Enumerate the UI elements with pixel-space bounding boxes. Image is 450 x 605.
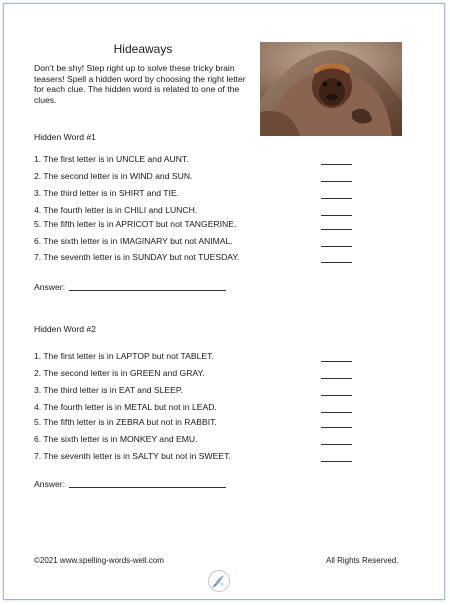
clue-2-5: 5. The fifth letter is in ZEBRA but not in RABBIT. bbox=[34, 417, 217, 427]
rights-text: All Rights Reserved. bbox=[326, 556, 399, 565]
clue-1-1: 1. The first letter is in UNCLE and AUNT. bbox=[34, 154, 189, 164]
clue-1-4: 4. The fourth letter is in CHILI and LUNCH. bbox=[34, 205, 198, 215]
clue-1-6: 6. The sixth letter is in IMAGINARY but not ANIMAL. bbox=[34, 236, 233, 246]
answer-1-line[interactable] bbox=[69, 290, 226, 291]
answer-2-line[interactable] bbox=[69, 487, 226, 488]
clue-1-5: 5. The fifth letter is in APRICOT but not TANGERINE. bbox=[34, 219, 237, 229]
spelling-logo-icon bbox=[207, 569, 231, 593]
clue-2-6: 6. The sixth letter is in MONKEY and EMU. bbox=[34, 434, 198, 444]
clue-1-7: 7. The seventh letter is in SUNDAY but not TUESDAY. bbox=[34, 252, 240, 262]
answer-1-label: Answer: bbox=[34, 282, 66, 292]
intro-text: Don’t be shy! Step right up to solve these tricky brain teasers! Spell a hidden word by choosing the right letter for each clue. The hidden word is related to one of the clues. bbox=[34, 63, 246, 105]
clue-1-1-blank[interactable] bbox=[321, 164, 352, 165]
clue-2-3: 3. The third letter is in EAT and SLEEP. bbox=[34, 385, 183, 395]
clue-2-4-blank[interactable] bbox=[321, 412, 352, 413]
clue-1-7-blank[interactable] bbox=[321, 262, 352, 263]
clue-2-3-blank[interactable] bbox=[321, 395, 352, 396]
clue-1-5-blank[interactable] bbox=[321, 229, 352, 230]
clue-1-3-blank[interactable] bbox=[321, 198, 352, 199]
clue-1-2: 2. The second letter is in WIND and SUN. bbox=[34, 171, 193, 181]
clue-1-4-blank[interactable] bbox=[321, 215, 352, 216]
clue-2-6-blank[interactable] bbox=[321, 444, 352, 445]
copyright-text: ©2021 www.spelling-words-well.com bbox=[34, 556, 164, 565]
answer-2 bbox=[34, 479, 226, 489]
clue-1-2-blank[interactable] bbox=[321, 181, 352, 182]
clue-2-1: 1. The first letter is in LAPTOP but not TABLET. bbox=[34, 351, 214, 361]
hidden-word-2-heading: Hidden Word #2 bbox=[34, 324, 96, 334]
hidden-word-1-heading: Hidden Word #1 bbox=[34, 132, 96, 142]
clue-2-5-blank[interactable] bbox=[321, 427, 352, 428]
answer-1 bbox=[34, 282, 226, 292]
clue-1-6-blank[interactable] bbox=[321, 246, 352, 247]
clue-1-3: 3. The third letter is in SHIRT and TIE. bbox=[34, 188, 180, 198]
answer-2-label: Answer: bbox=[34, 479, 66, 489]
clue-2-2-blank[interactable] bbox=[321, 378, 352, 379]
clue-2-4: 4. The fourth letter is in METAL but not in LEAD. bbox=[34, 402, 217, 412]
page-title: Hideaways bbox=[113, 42, 173, 56]
clue-2-2: 2. The second letter is in GREEN and GRAY. bbox=[34, 368, 205, 378]
worksheet-page bbox=[3, 3, 445, 600]
clue-2-7: 7. The seventh letter is in SALTY but not in SWEET. bbox=[34, 451, 231, 461]
orangutan-photo bbox=[260, 42, 402, 136]
clue-2-1-blank[interactable] bbox=[321, 361, 352, 362]
clue-2-7-blank[interactable] bbox=[321, 461, 352, 462]
